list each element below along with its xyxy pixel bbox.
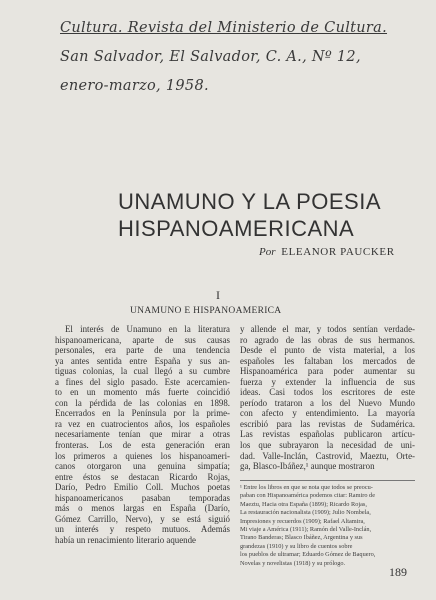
text-line: ideas. Casi todos los escritores de este (240, 387, 415, 398)
text-line: La restauración nacionalista (1909); Julio Nombela, (240, 509, 371, 517)
text-line: ro agrado de las obras de sus hermanos. (240, 334, 415, 345)
text-line: fuerza y extender la influencia de sus (240, 376, 415, 387)
text-line: paban con Hispanoamérica podemos citar: Ramiro de (240, 492, 375, 500)
handwritten-line: San Salvador, El Salvador, C. A., Nº 12, (60, 49, 361, 65)
text-line: más o menos largas en España (Darío, (55, 503, 230, 514)
text-line: españoles les faltaban los mercados de (240, 355, 415, 366)
section-number: I (216, 288, 220, 302)
byline-prefix: Por (259, 246, 276, 258)
text-line: período trataron a los del Nuevo Mundo (240, 397, 415, 408)
text-line: El interés de Unamuno en la literatura (65, 324, 230, 334)
left-column (55, 324, 230, 545)
article-title (118, 188, 418, 242)
text-line: los pueblos de ultramar; Eduardo Gómez de Baquero, (240, 551, 376, 559)
text-line: Las revistas españolas publicaron artícu- (240, 429, 415, 440)
text-line: dad. Valle-Inclán, Castrovid, Maeztu, Orte- (240, 450, 415, 461)
text-line: necesariamente tenían que mirar a otras (55, 429, 230, 440)
handwritten-line: Cultura. Revista del Ministerio de Cultura. (60, 20, 388, 36)
text-line: grandezas (1910) y su libro de cuentos sobre (240, 542, 353, 550)
title-line: UNAMUNO Y LA POESIA (118, 189, 381, 214)
handwritten-citation (60, 14, 420, 101)
text-line: hispanoamericanos pasaban temporadas (55, 492, 230, 503)
text-line: Gómez Carrillo, Nervo), y se está siguió (55, 513, 230, 524)
text-line: a fines del siglo pasado. Este acercamien- (55, 376, 230, 387)
text-line: un interés y respeto mutuos. Además (55, 524, 230, 535)
text-line: Tirano Banderas; Blasco Ibáñez, Argentina y sus (240, 534, 363, 542)
right-column (240, 324, 415, 472)
text-line: Darío, Pedro Emilio Coll. Muchos poetas (55, 482, 230, 493)
footnote-rule (240, 480, 415, 481)
text-line: ya antes sentida entre España y sus an- (55, 355, 230, 366)
text-line: personales, era parte de una tendencia (55, 345, 230, 356)
text-line: to en un momento más fuerte coincidió (55, 387, 230, 398)
section-heading: UNAMUNO E HISPANOAMERICA (130, 306, 282, 316)
text-line: ga, Blasco-Ibáñez,¹ aunque mostraron (240, 461, 375, 472)
text-line: canos otorgaron una genuina simpatía; (55, 461, 230, 472)
text-line: Mi viaje a América (1911); Ramón del Valle-Inclán, (240, 526, 372, 534)
title-line: HISPANOAMERICANA (118, 216, 355, 241)
text-line: Hispanoamérica para poder aumentar su (240, 366, 415, 377)
text-line: Novelas y novelistas (1918) y su prólogo. (240, 559, 346, 567)
text-line: los que subrayaron la necesidad de uni- (240, 440, 415, 451)
author-name: ELEANOR PAUCKER (281, 246, 395, 258)
text-line: hispanoamericana, aparte de sus causas (55, 334, 230, 345)
text-line: ¹ Entre los libros en que se nota que todos se preocu- (240, 484, 373, 491)
text-line: Impresiones y recuerdos (1909); Rafael Altamira, (240, 517, 365, 525)
text-line: con afecto y entendimiento. La mayoría (240, 408, 415, 419)
text-line: los primeros a quienes los hispanoameri- (55, 450, 230, 461)
text-line: Encerrados en la Península por la prime- (55, 408, 230, 419)
text-line: y allende el mar, y todos sentían verdade- (240, 324, 415, 334)
text-line: Desde el punto de vista material, a los (240, 345, 415, 356)
text-line: tiguas colonias, la cual llegó a su cumbre (55, 366, 230, 377)
byline (259, 246, 429, 258)
text-line: Maeztu, Hacia otra España (1899); Ricardo Rojas, (240, 500, 367, 508)
text-line: con la pérdida de las colonias en 1898. (55, 397, 230, 408)
text-line: fronteras. Los de esta generación eran (55, 440, 230, 451)
footnote (240, 484, 415, 568)
text-line: escribió para las revistas de Sudamérica. (240, 418, 415, 429)
text-line: entre éstos se destacan Ricardo Rojas, (55, 471, 230, 482)
text-line: ra vez en cuatrocientos años, los españoles (55, 418, 230, 429)
text-line: había un renacimiento literario aquende (55, 534, 196, 545)
page-number: 189 (389, 565, 407, 579)
handwritten-line: enero-marzo, 1958. (60, 78, 209, 94)
